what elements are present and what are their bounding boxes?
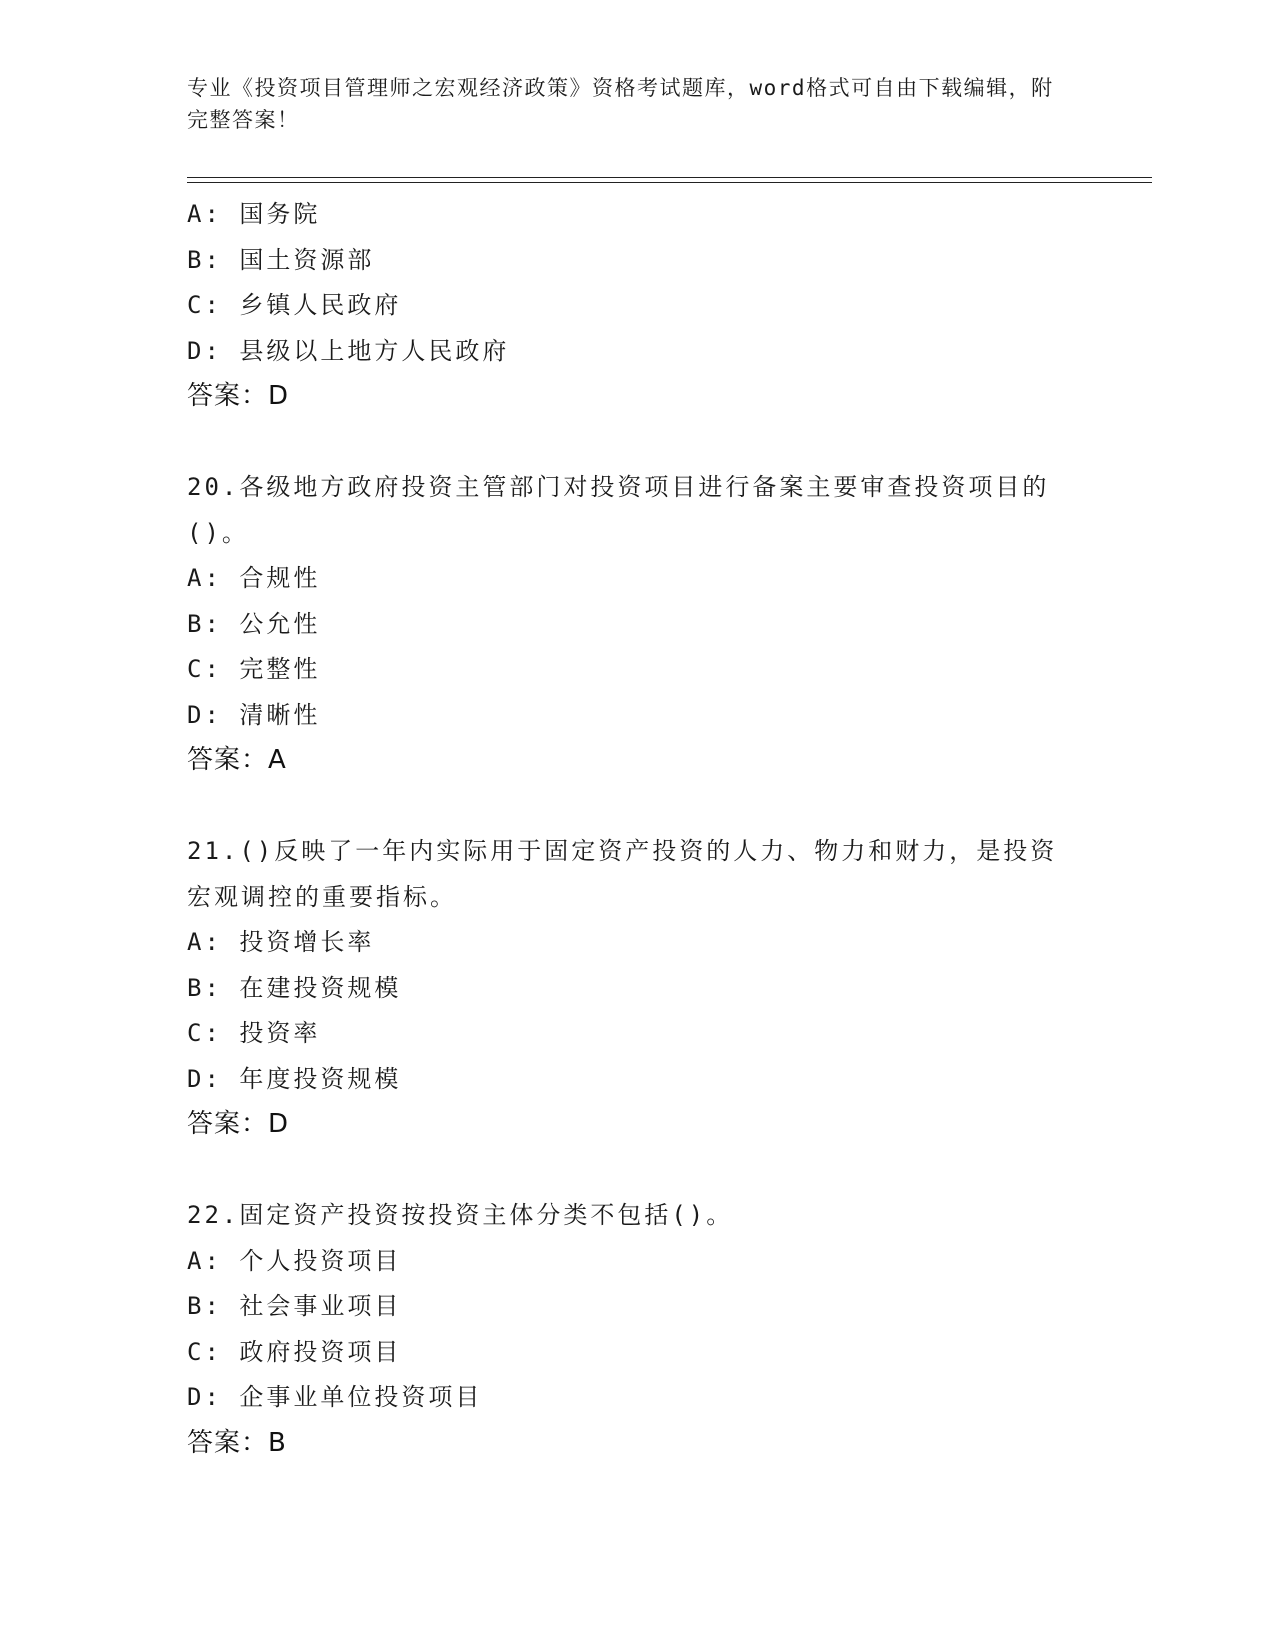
option-b: B: 社会事业项目 [187, 1292, 402, 1320]
spacer [187, 784, 1087, 830]
option-a: A: 个人投资项目 [187, 1246, 402, 1275]
answer-line: 答案：D [187, 1109, 290, 1139]
question-stem: 22.固定资产投资按投资主体分类不包括()。 [187, 1201, 734, 1229]
answer-line: 答案：A [187, 745, 287, 775]
spacer [187, 1148, 1087, 1194]
option-a: A: 合规性 [187, 564, 321, 592]
option-c: C: 政府投资项目 [187, 1337, 402, 1366]
question-list [187, 192, 1087, 1466]
option-a: A: 国务院 [187, 200, 321, 228]
option-d: D: 县级以上地方人民政府 [187, 336, 510, 365]
question-22 [187, 1193, 1087, 1466]
document-header: 专业《投资项目管理师之宏观经济政策》资格考试题库，word格式可自由下载编辑，附完整答案！ [187, 76, 1054, 132]
answer-line: 答案：B [187, 1427, 287, 1458]
question-stem: 20.各级地方政府投资主管部门对投资项目进行备案主要审查投资项目的()。 [187, 473, 1050, 547]
option-c: C: 投资率 [187, 1019, 321, 1047]
question-19-continued [187, 192, 1087, 420]
question-stem: 21.()反映了一年内实际用于固定资产投资的人力、物力和财力，是投资宏观调控的重要指标。 [187, 837, 1058, 911]
header-divider-top [187, 177, 1152, 178]
option-b: B: 在建投资规模 [187, 973, 402, 1002]
question-21 [187, 829, 1087, 1148]
option-b: B: 公允性 [187, 609, 321, 638]
option-c: C: 完整性 [187, 655, 321, 683]
question-20 [187, 465, 1087, 784]
option-a: A: 投资增长率 [187, 928, 375, 956]
option-d: D: 清晰性 [187, 700, 321, 729]
option-d: D: 企事业单位投资项目 [187, 1383, 483, 1411]
option-c: C: 乡镇人民政府 [187, 291, 402, 319]
answer-line: 答案：D [187, 381, 290, 411]
option-d: D: 年度投资规模 [187, 1064, 402, 1093]
spacer [187, 420, 1087, 466]
header-divider-bottom [187, 182, 1152, 183]
option-b: B: 国土资源部 [187, 245, 375, 274]
